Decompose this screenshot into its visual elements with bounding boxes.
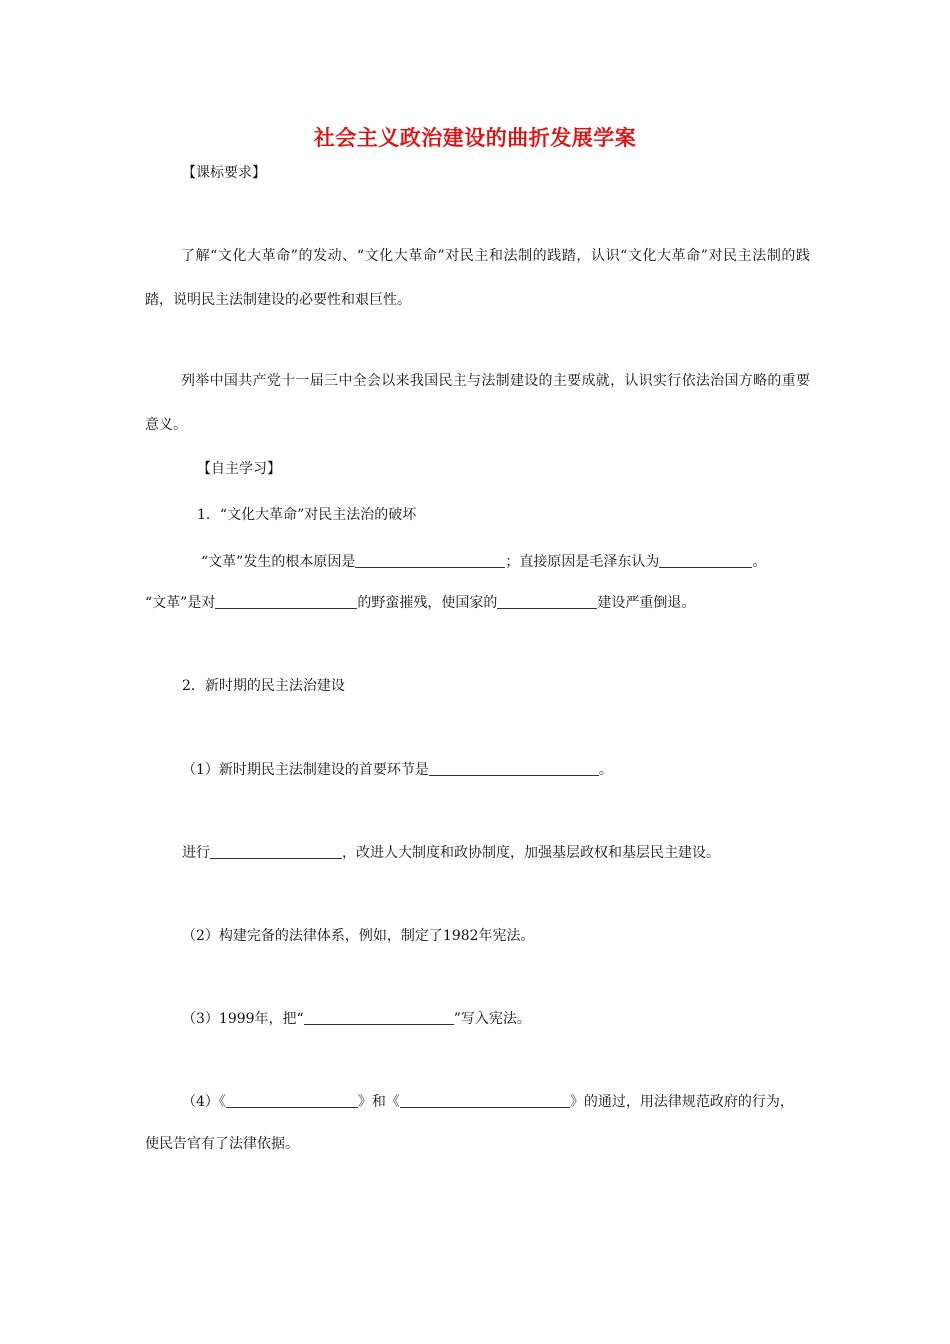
text-segment: ；直接原因是毛泽东认为 [505,554,660,570]
question-1-continuation [182,843,720,863]
section-2-title: 2．新时期的民主法治建设 [182,678,345,694]
fill-blank [497,594,597,609]
text-segment: （4）《 [182,1094,226,1110]
text-segment: 》的通过，用法律规范政府的行为， [569,1094,794,1110]
section-1-title: 1．“文化大革命”对民主法治的破坏 [197,507,417,523]
text-segment: （3）1999年，把“ [182,1011,304,1027]
fill-blank [659,553,752,568]
question-2-line: （2）构建完备的法律体系，例如，制定了1982年宪法。 [182,928,535,944]
question-1-line [182,760,613,780]
fill-blank [304,1010,454,1025]
section-1-line-b [145,593,695,613]
section-heading-kebiao: 【课标要求】 [182,165,266,181]
text-segment: ，改进人大制度和政协制度，加强基层政权和基层民主建设。 [342,845,720,861]
text-segment: （1）新时期民主法制建设的首要环节是 [182,762,429,778]
section-1-line-a [201,552,766,572]
text-segment: 进行 [182,845,210,861]
text-segment: 。 [598,762,613,778]
text-segment: “文革”发生的根本原因是 [201,554,356,570]
fill-blank [429,761,599,776]
question-4-line [182,1092,794,1112]
fill-blank [210,844,342,859]
question-4-continuation: 使民告官有了法律依据。 [145,1136,299,1152]
text-segment: 的野蛮摧残，使国家的 [357,595,498,611]
text-segment: “文革”是对 [145,595,216,611]
question-3-line [182,1009,531,1029]
page-title: 社会主义政治建设的曲折发展学案 [313,126,637,150]
fill-blank [215,594,357,609]
text-segment: ”写入宪法。 [453,1011,531,1027]
text-segment: 。 [752,554,767,570]
text-segment: 建设严重倒退。 [597,595,696,611]
section-heading-zizhu: 【自主学习】 [197,461,281,477]
fill-blank [400,1093,570,1108]
fill-blank [226,1093,358,1108]
text-segment: 》和《 [357,1094,400,1110]
requirement-paragraph-1: 了解“文化大革命”的发动、“文化大革命”对民主和法制的践踏，认识“文化大革命”对民主法制的践踏，说明民主法制建设的必要性和艰巨性。 [145,248,810,308]
fill-blank [355,553,505,568]
requirement-paragraph-2: 列举中国共产党十一届三中全会以来我国民主与法制建设的主要成就，认识实行依法治国方略的重要意义。 [145,373,810,433]
